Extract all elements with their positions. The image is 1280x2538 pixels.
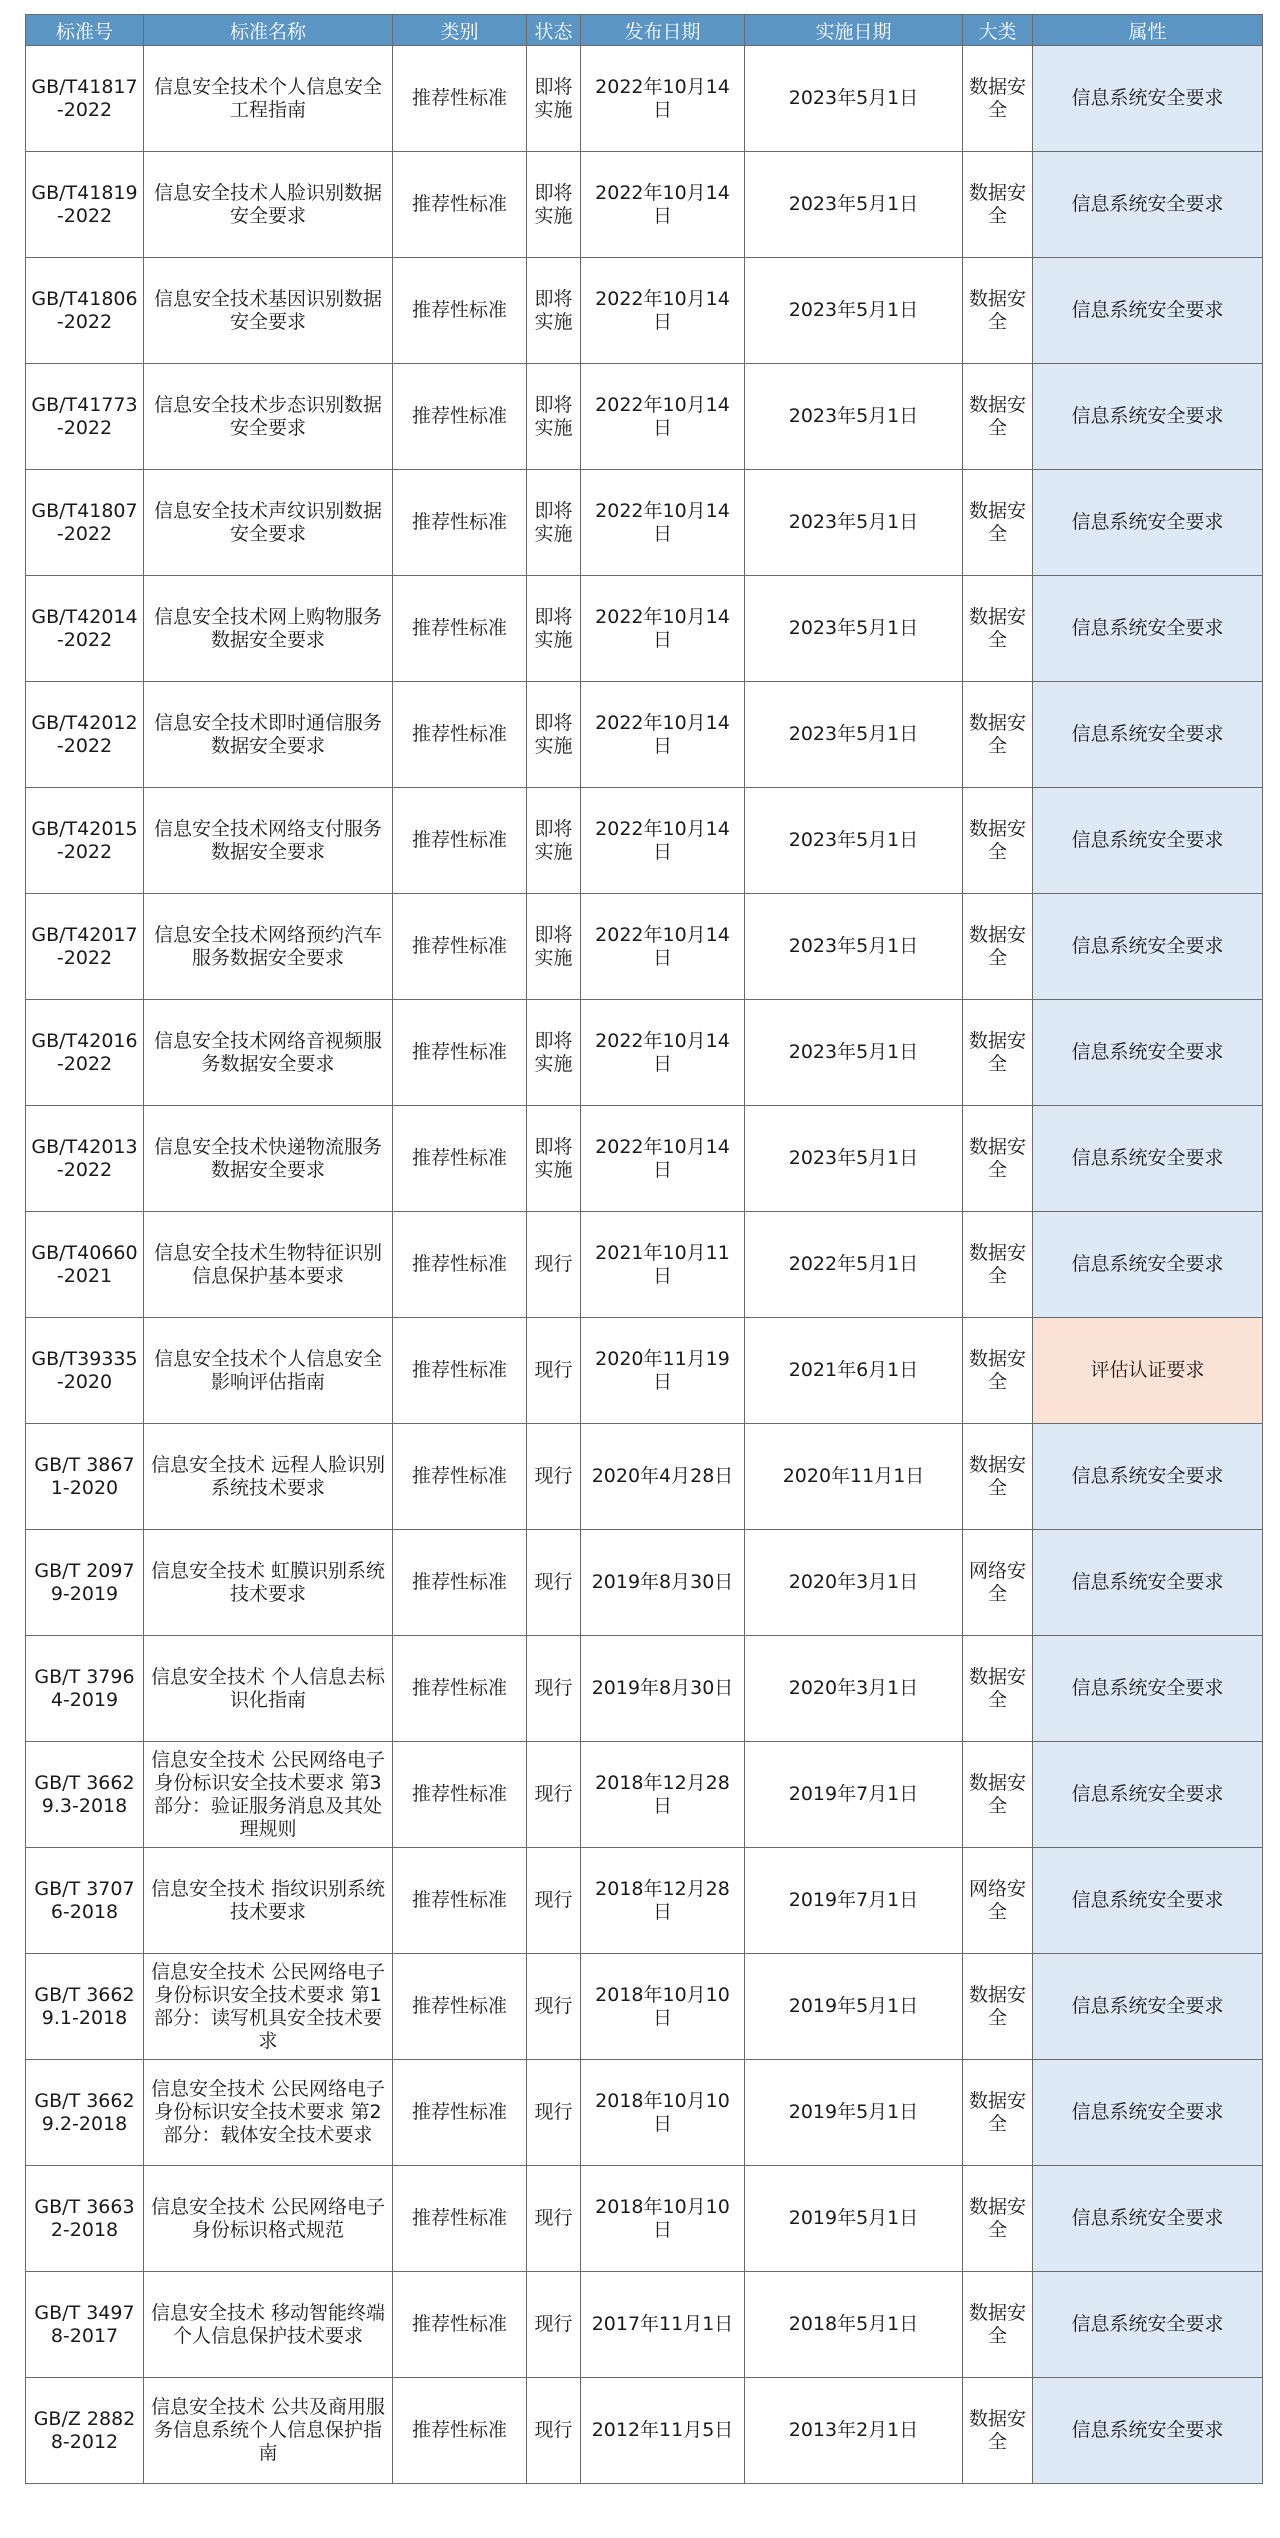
- cell-status: 现行: [527, 2272, 581, 2378]
- cell-effective-date: 2019年7月1日: [745, 1848, 963, 1954]
- cell-effective-date: 2023年5月1日: [745, 258, 963, 364]
- cell-domain: 数据安全: [963, 1000, 1033, 1106]
- header-category: 类别: [393, 15, 527, 46]
- cell-domain: 网络安全: [963, 1848, 1033, 1954]
- cell-effective-date: 2023年5月1日: [745, 46, 963, 152]
- cell-standard-name: 信息安全技术 公民网络电子身份标识安全技术要求 第3部分：验证服务消息及其处理规则: [144, 1742, 393, 1848]
- header-status: 状态: [527, 15, 581, 46]
- cell-category: 推荐性标准: [393, 2060, 527, 2166]
- cell-standard-name: 信息安全技术即时通信服务数据安全要求: [144, 682, 393, 788]
- table-row: [26, 894, 1263, 1000]
- cell-effective-date: 2018年5月1日: [745, 2272, 963, 2378]
- cell-standard-name: 信息安全技术声纹识别数据安全要求: [144, 470, 393, 576]
- table-row: [26, 1000, 1263, 1106]
- cell-category: 推荐性标准: [393, 2272, 527, 2378]
- cell-effective-date: 2019年5月1日: [745, 2060, 963, 2166]
- cell-effective-date: 2020年3月1日: [745, 1530, 963, 1636]
- cell-standard-name: 信息安全技术 指纹识别系统技术要求: [144, 1848, 393, 1954]
- cell-publish-date: 2022年10月14日: [581, 258, 745, 364]
- cell-publish-date: 2019年8月30日: [581, 1530, 745, 1636]
- cell-publish-date: 2018年10月10日: [581, 1954, 745, 2060]
- table-row: [26, 1954, 1263, 2060]
- cell-standard-name: 信息安全技术个人信息安全影响评估指南: [144, 1318, 393, 1424]
- cell-publish-date: 2022年10月14日: [581, 1106, 745, 1212]
- cell-domain: 网络安全: [963, 1530, 1033, 1636]
- cell-publish-date: 2018年12月28日: [581, 1848, 745, 1954]
- cell-attribute: 信息系统安全要求: [1033, 682, 1263, 788]
- table-row: [26, 1636, 1263, 1742]
- cell-attribute: 信息系统安全要求: [1033, 1106, 1263, 1212]
- cell-publish-date: 2020年11月19日: [581, 1318, 745, 1424]
- cell-attribute: 信息系统安全要求: [1033, 1530, 1263, 1636]
- cell-category: 推荐性标准: [393, 1530, 527, 1636]
- cell-category: 推荐性标准: [393, 682, 527, 788]
- cell-standard-number: GB/T42013-2022: [26, 1106, 144, 1212]
- cell-attribute: 信息系统安全要求: [1033, 46, 1263, 152]
- cell-attribute: 信息系统安全要求: [1033, 2272, 1263, 2378]
- cell-status: 即将实施: [527, 152, 581, 258]
- cell-attribute: 信息系统安全要求: [1033, 788, 1263, 894]
- cell-category: 推荐性标准: [393, 894, 527, 1000]
- cell-publish-date: 2022年10月14日: [581, 1000, 745, 1106]
- cell-effective-date: 2023年5月1日: [745, 894, 963, 1000]
- cell-status: 现行: [527, 1318, 581, 1424]
- table-row: [26, 258, 1263, 364]
- cell-effective-date: 2023年5月1日: [745, 152, 963, 258]
- cell-domain: 数据安全: [963, 1636, 1033, 1742]
- cell-standard-number: GB/T 20979-2019: [26, 1530, 144, 1636]
- cell-attribute: 信息系统安全要求: [1033, 2060, 1263, 2166]
- cell-effective-date: 2019年5月1日: [745, 1954, 963, 2060]
- header-publish-date: 发布日期: [581, 15, 745, 46]
- table-row: [26, 2060, 1263, 2166]
- cell-publish-date: 2022年10月14日: [581, 682, 745, 788]
- cell-category: 推荐性标准: [393, 2166, 527, 2272]
- table-row: [26, 364, 1263, 470]
- cell-effective-date: 2023年5月1日: [745, 1106, 963, 1212]
- cell-publish-date: 2020年4月28日: [581, 1424, 745, 1530]
- cell-publish-date: 2022年10月14日: [581, 364, 745, 470]
- cell-category: 推荐性标准: [393, 1954, 527, 2060]
- cell-status: 即将实施: [527, 46, 581, 152]
- cell-category: 推荐性标准: [393, 470, 527, 576]
- cell-domain: 数据安全: [963, 1212, 1033, 1318]
- cell-standard-number: GB/T41806-2022: [26, 258, 144, 364]
- cell-effective-date: 2019年5月1日: [745, 2166, 963, 2272]
- cell-domain: 数据安全: [963, 1318, 1033, 1424]
- cell-category: 推荐性标准: [393, 2378, 527, 2484]
- header-standard-name: 标准名称: [144, 15, 393, 46]
- cell-attribute: 信息系统安全要求: [1033, 152, 1263, 258]
- table-row: [26, 1212, 1263, 1318]
- cell-status: 即将实施: [527, 1106, 581, 1212]
- cell-standard-number: GB/T 36632-2018: [26, 2166, 144, 2272]
- cell-attribute: 信息系统安全要求: [1033, 576, 1263, 682]
- table-row: [26, 1742, 1263, 1848]
- header-attribute: 属性: [1033, 15, 1263, 46]
- cell-domain: 数据安全: [963, 2060, 1033, 2166]
- cell-category: 推荐性标准: [393, 152, 527, 258]
- cell-standard-name: 信息安全技术步态识别数据安全要求: [144, 364, 393, 470]
- cell-status: 现行: [527, 2166, 581, 2272]
- cell-standard-number: GB/T 38671-2020: [26, 1424, 144, 1530]
- cell-domain: 数据安全: [963, 470, 1033, 576]
- cell-domain: 数据安全: [963, 788, 1033, 894]
- cell-publish-date: 2022年10月14日: [581, 46, 745, 152]
- cell-domain: 数据安全: [963, 2272, 1033, 2378]
- cell-status: 即将实施: [527, 258, 581, 364]
- cell-category: 推荐性标准: [393, 258, 527, 364]
- cell-standard-name: 信息安全技术人脸识别数据安全要求: [144, 152, 393, 258]
- cell-standard-name: 信息安全技术网络预约汽车服务数据安全要求: [144, 894, 393, 1000]
- cell-standard-number: GB/T 37964-2019: [26, 1636, 144, 1742]
- cell-domain: 数据安全: [963, 46, 1033, 152]
- cell-standard-number: GB/T42016-2022: [26, 1000, 144, 1106]
- cell-standard-name: 信息安全技术 公共及商用服务信息系统个人信息保护指南: [144, 2378, 393, 2484]
- cell-effective-date: 2023年5月1日: [745, 788, 963, 894]
- cell-effective-date: 2021年6月1日: [745, 1318, 963, 1424]
- cell-attribute: 信息系统安全要求: [1033, 2166, 1263, 2272]
- cell-category: 推荐性标准: [393, 1742, 527, 1848]
- cell-attribute: 信息系统安全要求: [1033, 364, 1263, 470]
- cell-domain: 数据安全: [963, 576, 1033, 682]
- cell-standard-name: 信息安全技术 远程人脸识别系统技术要求: [144, 1424, 393, 1530]
- cell-category: 推荐性标准: [393, 1636, 527, 1742]
- cell-attribute: 信息系统安全要求: [1033, 1424, 1263, 1530]
- cell-standard-number: GB/Z 28828-2012: [26, 2378, 144, 2484]
- cell-domain: 数据安全: [963, 2378, 1033, 2484]
- cell-effective-date: 2013年2月1日: [745, 2378, 963, 2484]
- cell-status: 即将实施: [527, 470, 581, 576]
- cell-domain: 数据安全: [963, 364, 1033, 470]
- cell-publish-date: 2018年10月10日: [581, 2166, 745, 2272]
- cell-domain: 数据安全: [963, 1424, 1033, 1530]
- cell-effective-date: 2023年5月1日: [745, 470, 963, 576]
- cell-attribute: 信息系统安全要求: [1033, 1742, 1263, 1848]
- cell-publish-date: 2022年10月14日: [581, 470, 745, 576]
- cell-standard-name: 信息安全技术个人信息安全工程指南: [144, 46, 393, 152]
- table-row: [26, 788, 1263, 894]
- cell-status: 即将实施: [527, 788, 581, 894]
- cell-standard-name: 信息安全技术快递物流服务数据安全要求: [144, 1106, 393, 1212]
- table-body: [26, 46, 1263, 2484]
- cell-attribute: 信息系统安全要求: [1033, 2378, 1263, 2484]
- cell-category: 推荐性标准: [393, 576, 527, 682]
- cell-domain: 数据安全: [963, 152, 1033, 258]
- cell-effective-date: 2020年11月1日: [745, 1424, 963, 1530]
- cell-status: 现行: [527, 1530, 581, 1636]
- table-row: [26, 1106, 1263, 1212]
- cell-attribute: 信息系统安全要求: [1033, 1848, 1263, 1954]
- cell-standard-name: 信息安全技术网络支付服务数据安全要求: [144, 788, 393, 894]
- cell-standard-number: GB/T41817-2022: [26, 46, 144, 152]
- cell-category: 推荐性标准: [393, 1106, 527, 1212]
- cell-domain: 数据安全: [963, 258, 1033, 364]
- cell-standard-number: GB/T42017-2022: [26, 894, 144, 1000]
- cell-status: 即将实施: [527, 894, 581, 1000]
- cell-domain: 数据安全: [963, 1106, 1033, 1212]
- cell-attribute: 信息系统安全要求: [1033, 1954, 1263, 2060]
- cell-standard-name: 信息安全技术网络音视频服务数据安全要求: [144, 1000, 393, 1106]
- cell-status: 现行: [527, 1848, 581, 1954]
- cell-standard-number: GB/T39335-2020: [26, 1318, 144, 1424]
- table-row: [26, 470, 1263, 576]
- cell-status: 现行: [527, 1954, 581, 2060]
- cell-status: 即将实施: [527, 682, 581, 788]
- cell-attribute: 信息系统安全要求: [1033, 1212, 1263, 1318]
- cell-domain: 数据安全: [963, 1954, 1033, 2060]
- cell-category: 推荐性标准: [393, 1212, 527, 1318]
- cell-standard-name: 信息安全技术 虹膜识别系统技术要求: [144, 1530, 393, 1636]
- cell-publish-date: 2017年11月1日: [581, 2272, 745, 2378]
- table-row: [26, 1530, 1263, 1636]
- cell-category: 推荐性标准: [393, 46, 527, 152]
- cell-standard-number: GB/T 37076-2018: [26, 1848, 144, 1954]
- cell-standard-number: GB/T42012-2022: [26, 682, 144, 788]
- cell-category: 推荐性标准: [393, 1000, 527, 1106]
- cell-attribute: 信息系统安全要求: [1033, 894, 1263, 1000]
- table-row: [26, 2378, 1263, 2484]
- cell-status: 即将实施: [527, 1000, 581, 1106]
- cell-effective-date: 2023年5月1日: [745, 576, 963, 682]
- cell-status: 现行: [527, 1424, 581, 1530]
- table-row: [26, 46, 1263, 152]
- cell-attribute: 评估认证要求: [1033, 1318, 1263, 1424]
- cell-publish-date: 2021年10月11日: [581, 1212, 745, 1318]
- cell-status: 即将实施: [527, 364, 581, 470]
- cell-standard-name: 信息安全技术 个人信息去标识化指南: [144, 1636, 393, 1742]
- cell-publish-date: 2022年10月14日: [581, 576, 745, 682]
- cell-standard-name: 信息安全技术生物特征识别信息保护基本要求: [144, 1212, 393, 1318]
- cell-standard-number: GB/T 36629.2-2018: [26, 2060, 144, 2166]
- table-row: [26, 1848, 1263, 1954]
- header-row: [26, 15, 1263, 46]
- cell-effective-date: 2020年3月1日: [745, 1636, 963, 1742]
- table-row: [26, 2272, 1263, 2378]
- table-row: [26, 1424, 1263, 1530]
- cell-standard-number: GB/T 34978-2017: [26, 2272, 144, 2378]
- cell-standard-number: GB/T42014-2022: [26, 576, 144, 682]
- cell-domain: 数据安全: [963, 894, 1033, 1000]
- cell-status: 现行: [527, 1212, 581, 1318]
- header-domain: 大类: [963, 15, 1033, 46]
- cell-effective-date: 2019年7月1日: [745, 1742, 963, 1848]
- cell-effective-date: 2022年5月1日: [745, 1212, 963, 1318]
- cell-standard-number: GB/T42015-2022: [26, 788, 144, 894]
- cell-category: 推荐性标准: [393, 364, 527, 470]
- cell-publish-date: 2019年8月30日: [581, 1636, 745, 1742]
- cell-effective-date: 2023年5月1日: [745, 364, 963, 470]
- cell-status: 现行: [527, 2060, 581, 2166]
- cell-standard-number: GB/T 36629.1-2018: [26, 1954, 144, 2060]
- cell-standard-number: GB/T41807-2022: [26, 470, 144, 576]
- cell-standard-number: GB/T40660-2021: [26, 1212, 144, 1318]
- cell-standard-number: GB/T41773-2022: [26, 364, 144, 470]
- cell-attribute: 信息系统安全要求: [1033, 1000, 1263, 1106]
- cell-standard-name: 信息安全技术基因识别数据安全要求: [144, 258, 393, 364]
- cell-standard-name: 信息安全技术网上购物服务数据安全要求: [144, 576, 393, 682]
- cell-status: 现行: [527, 1636, 581, 1742]
- cell-standard-number: GB/T41819-2022: [26, 152, 144, 258]
- cell-publish-date: 2022年10月14日: [581, 152, 745, 258]
- cell-category: 推荐性标准: [393, 788, 527, 894]
- cell-effective-date: 2023年5月1日: [745, 1000, 963, 1106]
- table-row: [26, 682, 1263, 788]
- cell-category: 推荐性标准: [393, 1318, 527, 1424]
- table-row: [26, 576, 1263, 682]
- cell-attribute: 信息系统安全要求: [1033, 1636, 1263, 1742]
- header-effective-date: 实施日期: [745, 15, 963, 46]
- cell-domain: 数据安全: [963, 682, 1033, 788]
- cell-publish-date: 2012年11月5日: [581, 2378, 745, 2484]
- cell-publish-date: 2018年10月10日: [581, 2060, 745, 2166]
- cell-standard-name: 信息安全技术 移动智能终端个人信息保护技术要求: [144, 2272, 393, 2378]
- table-header: [26, 15, 1263, 46]
- cell-standard-name: 信息安全技术 公民网络电子身份标识安全技术要求 第1部分：读写机具安全技术要求: [144, 1954, 393, 2060]
- cell-standard-number: GB/T 36629.3-2018: [26, 1742, 144, 1848]
- cell-publish-date: 2018年12月28日: [581, 1742, 745, 1848]
- cell-publish-date: 2022年10月14日: [581, 788, 745, 894]
- table-row: [26, 2166, 1263, 2272]
- standards-table: [25, 14, 1263, 2484]
- cell-domain: 数据安全: [963, 2166, 1033, 2272]
- cell-effective-date: 2023年5月1日: [745, 682, 963, 788]
- header-standard-number: 标准号: [26, 15, 144, 46]
- cell-publish-date: 2022年10月14日: [581, 894, 745, 1000]
- cell-attribute: 信息系统安全要求: [1033, 258, 1263, 364]
- cell-standard-name: 信息安全技术 公民网络电子身份标识格式规范: [144, 2166, 393, 2272]
- table-row: [26, 1318, 1263, 1424]
- cell-category: 推荐性标准: [393, 1424, 527, 1530]
- cell-standard-name: 信息安全技术 公民网络电子身份标识安全技术要求 第2部分：载体安全技术要求: [144, 2060, 393, 2166]
- cell-status: 现行: [527, 1742, 581, 1848]
- cell-attribute: 信息系统安全要求: [1033, 470, 1263, 576]
- cell-status: 即将实施: [527, 576, 581, 682]
- cell-status: 现行: [527, 2378, 581, 2484]
- table-row: [26, 152, 1263, 258]
- cell-category: 推荐性标准: [393, 1848, 527, 1954]
- cell-domain: 数据安全: [963, 1742, 1033, 1848]
